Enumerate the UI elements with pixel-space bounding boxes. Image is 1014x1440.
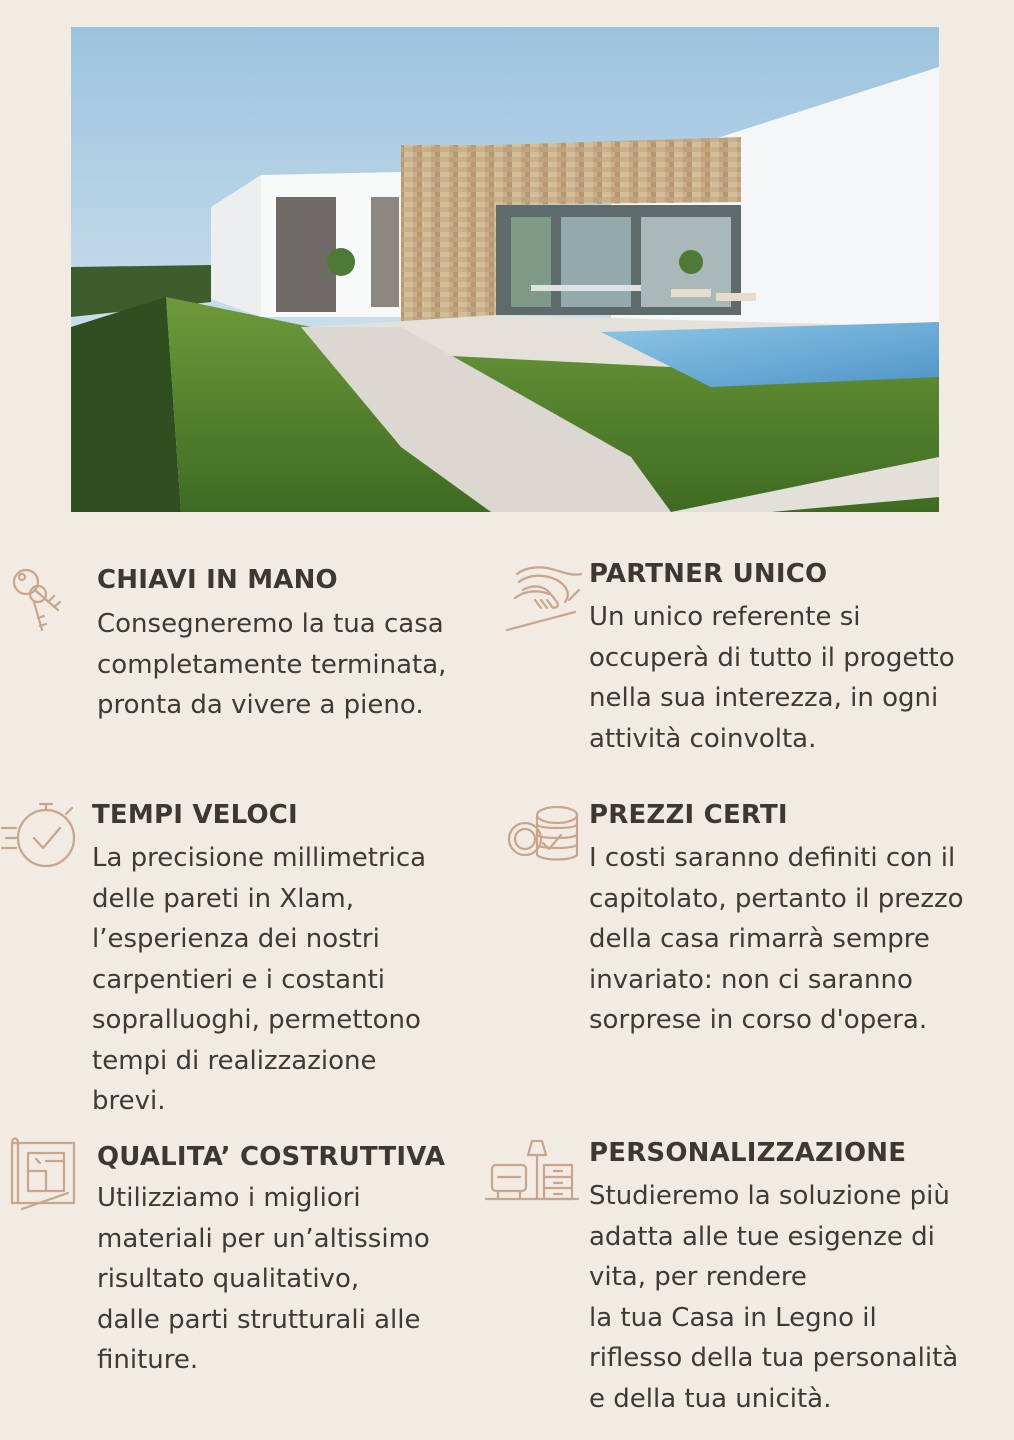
feature-title: PERSONALIZZAZIONE — [589, 1138, 907, 1168]
feature-title: PREZZI CERTI — [589, 800, 788, 830]
feature-description — [589, 838, 964, 1041]
description-line: delle pareti in Xlam, — [92, 883, 354, 914]
description-line: finiture. — [97, 1345, 199, 1375]
description-line: tempi di realizzazione — [92, 1045, 377, 1076]
feature-title: TEMPI VELOCI — [92, 800, 298, 830]
feature-description — [97, 1178, 445, 1381]
description-line: l’esperienza dei nostri — [92, 924, 380, 954]
description-line: occuperà di tutto il progetto — [589, 642, 955, 673]
description-line: sorprese in corso d'opera. — [589, 1005, 928, 1035]
handshake-icon — [505, 560, 585, 638]
description-line: pronta da vivere a pieno. — [97, 690, 424, 720]
description-line: invariato: non ci saranno — [589, 964, 913, 995]
house-render-illustration — [71, 27, 939, 512]
description-line: riflesso della tua personalità — [589, 1343, 959, 1373]
description-line: vita, per rendere — [589, 1262, 807, 1292]
description-line: completamente terminata, — [97, 649, 447, 680]
description-line: carpentieri e i costanti — [92, 964, 386, 995]
stopwatch-check-icon — [0, 796, 82, 876]
feature-title: QUALITA’ COSTRUTTIVA — [97, 1142, 446, 1172]
description-line: La precisione millimetrica — [92, 843, 427, 873]
description-line: Consegneremo la tua casa — [97, 609, 444, 639]
description-line: risultato qualitativo, — [97, 1264, 360, 1294]
description-line: della casa rimarrà sempre — [589, 924, 930, 954]
description-line: adatta alle tue esigenze di — [589, 1221, 935, 1252]
feature-prezzi-certi — [589, 798, 964, 1041]
blueprint-icon — [8, 1133, 88, 1213]
description-line: brevi. — [92, 1086, 166, 1116]
coins-check-icon — [503, 799, 583, 871]
description-line: materiali per un’altissimo — [97, 1223, 430, 1254]
feature-partner-unico — [589, 557, 955, 759]
description-line: Studieremo la soluzione più — [589, 1181, 950, 1211]
description-line: Un unico referente si — [589, 602, 861, 632]
feature-description — [92, 838, 426, 1122]
feature-description — [589, 1176, 958, 1419]
feature-title: CHIAVI IN MANO — [97, 565, 338, 595]
description-line: dalle parti strutturali alle — [97, 1304, 421, 1335]
description-line: capitolato, pertanto il prezzo — [589, 883, 964, 914]
feature-description — [97, 604, 446, 726]
description-line: la tua Casa in Legno il — [589, 1302, 877, 1333]
feature-title: PARTNER UNICO — [589, 559, 828, 589]
feature-chiavi-in-mano — [97, 563, 446, 726]
description-line: Utilizziamo i migliori — [97, 1183, 361, 1213]
keys-icon — [8, 562, 82, 640]
description-line: attività coinvolta. — [589, 723, 817, 754]
description-line: I costi saranno definiti con il — [589, 843, 956, 873]
feature-qualita-costruttiva — [97, 1140, 445, 1381]
feature-personalizzazione — [589, 1136, 958, 1419]
feature-tempi-veloci — [92, 798, 426, 1122]
feature-description — [589, 597, 955, 759]
furniture-icon — [484, 1135, 580, 1205]
description-line: e della tua unicità. — [589, 1383, 832, 1414]
hero-house-image — [71, 27, 939, 512]
description-line: sopralluoghi, permettono — [92, 1005, 421, 1035]
description-line: nella sua interezza, in ogni — [589, 683, 939, 713]
